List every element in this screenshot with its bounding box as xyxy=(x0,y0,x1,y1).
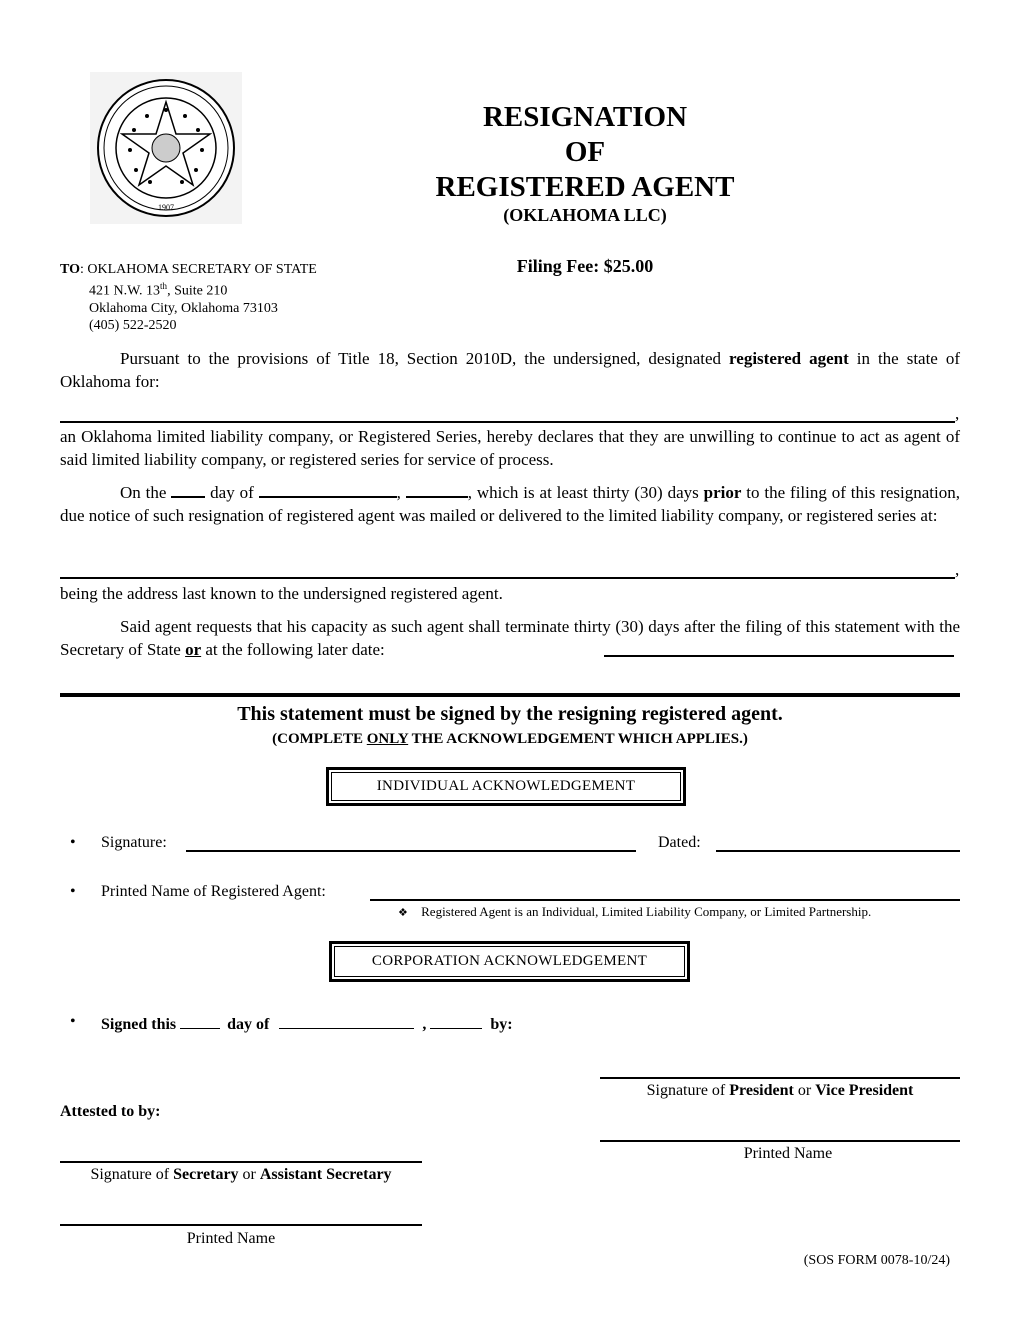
diamond-bullet-icon: ❖ xyxy=(398,907,408,919)
notice-day-blank[interactable] xyxy=(171,481,205,498)
president-signature-line[interactable] xyxy=(600,1077,960,1079)
later-date-line[interactable] xyxy=(604,655,954,657)
signature-label: Signature: xyxy=(101,834,167,851)
secretary-printed-name-line[interactable] xyxy=(60,1224,422,1226)
secretary-signature-label: Signature of Secretary or Assistant Secretary xyxy=(90,1166,392,1183)
sign-notice: This statement must be signed by the resigning registered agent. xyxy=(237,703,783,725)
bullet-signature: • xyxy=(70,834,76,851)
corporation-ack-box: CORPORATION ACKNOWLEDGEMENT xyxy=(329,941,690,982)
secretary-printed-name-label: Printed Name xyxy=(186,1230,276,1247)
paragraph-termination: Said agent requests that his capacity as such agent shall terminate thirty (30) days after the filing of this statement with the Secretary of State or at the following later date: xyxy=(60,617,960,659)
to-address-2: Oklahoma City, Oklahoma 73103 xyxy=(89,300,278,316)
attested-label: Attested to by: xyxy=(60,1103,161,1120)
signature-line[interactable] xyxy=(186,850,636,852)
president-signature-label: Signature of President or Vice President xyxy=(646,1082,914,1099)
notice-year-blank[interactable] xyxy=(406,481,468,498)
paragraph-pursuant: Pursuant to the provisions of Title 18, Section 2010D, the undersigned, designated registered agent in the state of Oklahoma for: xyxy=(60,349,960,391)
signed-this-line: Signed this day of , by: xyxy=(101,1013,513,1034)
bullet-printed-name: • xyxy=(70,883,76,900)
seal-year: 1907 xyxy=(158,203,174,212)
address-line[interactable] xyxy=(60,577,955,579)
to-address-1: 421 N.W. 13th, Suite 210 xyxy=(89,281,228,299)
notice-month-blank[interactable] xyxy=(259,481,397,498)
to-block xyxy=(60,261,400,334)
corp-year-blank[interactable] xyxy=(430,1013,482,1029)
dated-label: Dated: xyxy=(658,834,701,851)
llc-name-line[interactable] xyxy=(60,421,955,423)
corp-month-blank[interactable] xyxy=(279,1013,414,1029)
paragraph-notice: On the day of , , which is at least thirty (30) days prior to the filing of this resignation, due notice of such resignation of registered agent was mailed or delivered to the limited liability company, or registered series at: xyxy=(60,483,960,525)
title-line-1: RESIGNATION xyxy=(482,101,688,133)
to-label: TO xyxy=(60,262,80,277)
section-divider xyxy=(60,693,960,697)
title-line-3: REGISTERED AGENT xyxy=(435,171,735,203)
individual-ack-box: INDIVIDUAL ACKNOWLEDGEMENT xyxy=(326,767,686,806)
title-line-2: OF xyxy=(564,136,606,168)
president-printed-name-label: Printed Name xyxy=(743,1145,833,1162)
title-subtitle: (OKLAHOMA LLC) xyxy=(503,205,667,225)
complete-note: (COMPLETE ONLY THE ACKNOWLEDGEMENT WHICH APPLIES.) xyxy=(272,731,748,747)
agent-type-note: ❖ Registered Agent is an Individual, Limited Liability Company, or Limited Partnership. xyxy=(398,904,872,919)
to-phone: (405) 522-2520 xyxy=(89,317,177,333)
corp-day-blank[interactable] xyxy=(180,1013,220,1029)
llc-name-comma: , xyxy=(955,404,960,423)
printed-name-label: Printed Name of Registered Agent: xyxy=(101,883,326,900)
to-name: : OKLAHOMA SECRETARY OF STATE xyxy=(79,262,317,277)
form-id: (SOS FORM 0078-10/24) xyxy=(803,1253,950,1268)
address-comma: , xyxy=(955,560,960,579)
paragraph-declaration: an Oklahoma limited liability company, or Registered Series, hereby declares that they are unwilling to continue to act as agent of said limited liability company, or registered series for service of process. xyxy=(60,427,960,469)
printed-name-line[interactable] xyxy=(370,899,960,901)
bullet-signed-this: • xyxy=(70,1013,76,1030)
paragraph-last-known: being the address last known to the undersigned registered agent. xyxy=(60,584,503,603)
filing-fee: Filing Fee: $25.00 xyxy=(516,256,654,276)
secretary-signature-line[interactable] xyxy=(60,1161,422,1163)
dated-line[interactable] xyxy=(716,850,960,852)
state-seal xyxy=(90,72,242,224)
president-printed-name-line[interactable] xyxy=(600,1140,960,1142)
